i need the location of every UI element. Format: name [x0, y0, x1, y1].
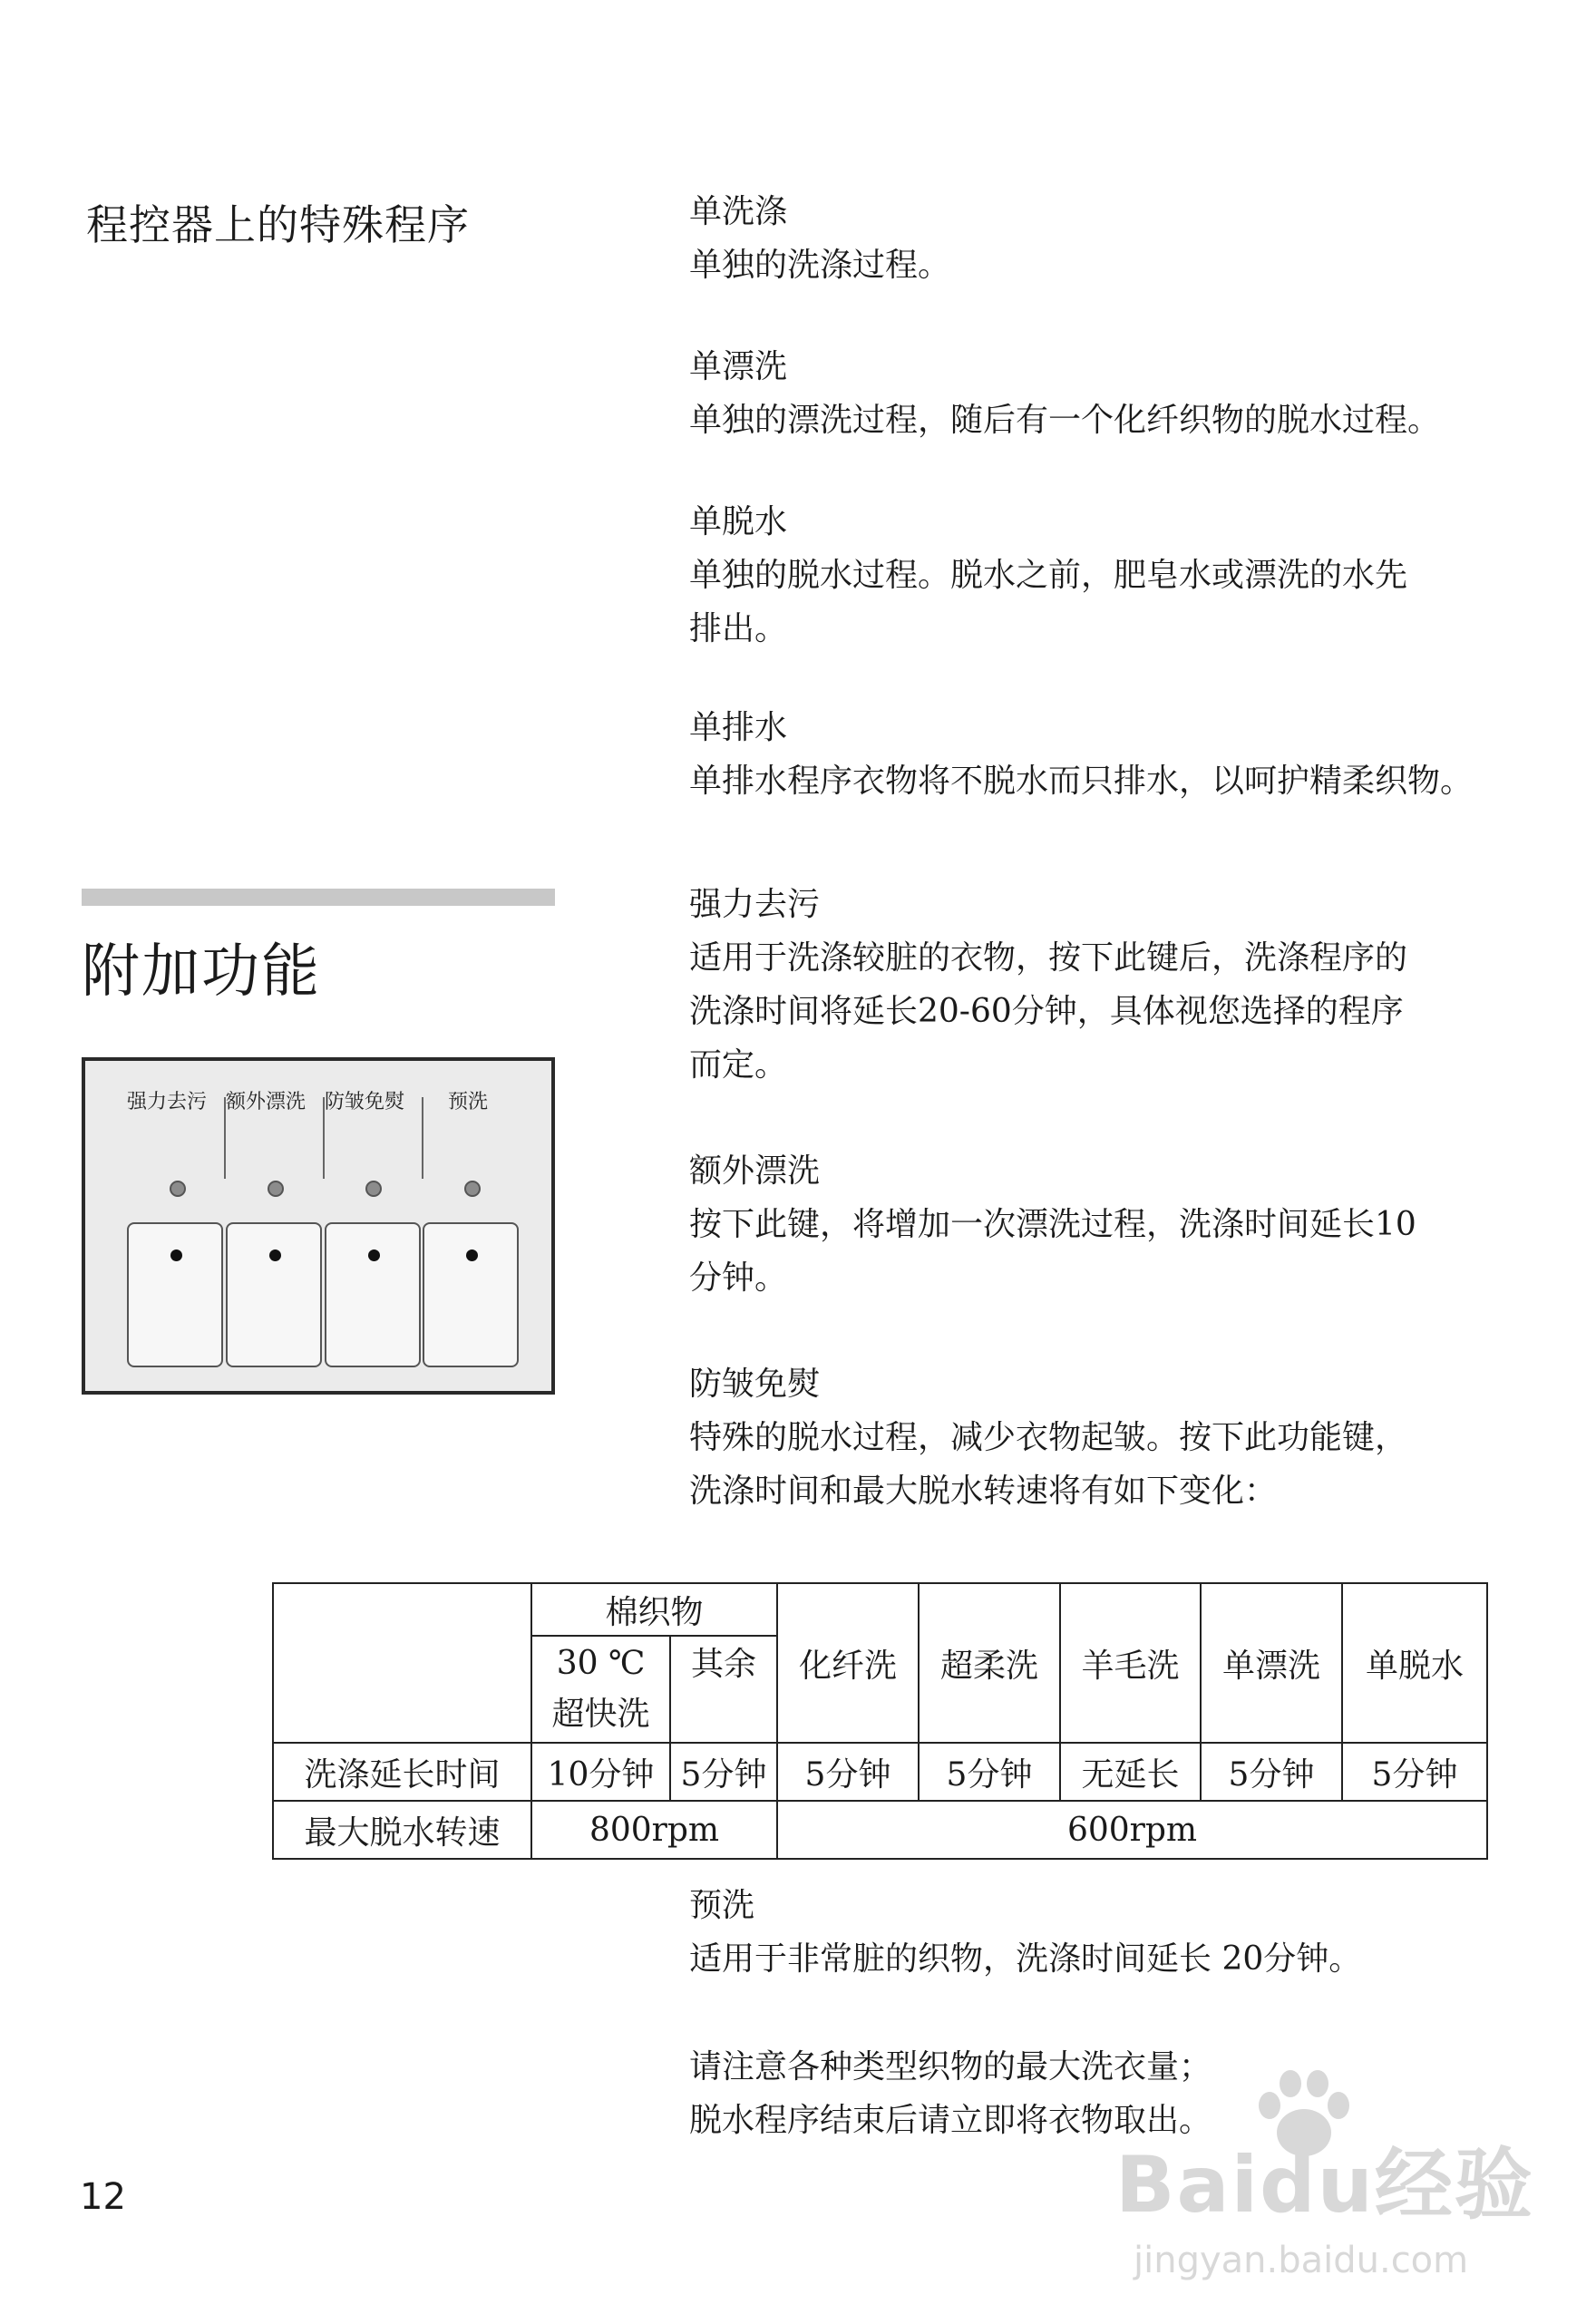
note-line: 请注意各种类型织物的最大洗衣量； — [689, 2048, 1212, 2086]
panel-divider — [422, 1097, 423, 1179]
table-cell: 10分钟 — [531, 1743, 670, 1801]
entry-title: 预洗 — [689, 1887, 755, 1924]
key-dot — [269, 1249, 281, 1261]
table-corner — [273, 1583, 531, 1743]
entry-body: 单独的脱水过程。脱水之前，肥皂水或漂洗的水先 — [689, 557, 1408, 594]
extra-rinse-key — [226, 1222, 322, 1367]
function-intensive — [689, 878, 1578, 1092]
key-dot — [466, 1249, 478, 1261]
program-single-wash — [689, 185, 1578, 292]
table-cell: 5分钟 — [777, 1743, 919, 1801]
entry-title: 额外漂洗 — [689, 1152, 821, 1190]
entry-title: 单脱水 — [689, 503, 788, 540]
page-number: 12 — [80, 2176, 126, 2218]
entry-title: 防皱免熨 — [689, 1366, 821, 1403]
table-row-label: 洗涤延长时间 — [273, 1743, 531, 1801]
table-sub-header: 30 ℃ 超快洗 — [531, 1636, 670, 1743]
section-title: 附加功能 — [82, 938, 321, 1006]
panel-label-prewash: 预洗 — [448, 1091, 489, 1113]
entry-title: 单排水 — [689, 709, 788, 746]
table-cell: 5分钟 — [670, 1743, 777, 1801]
note-line: 脱水程序结束后请立即将衣物取出。 — [689, 2102, 1212, 2139]
intensive-key — [127, 1222, 223, 1367]
table-header: 单脱水 — [1342, 1583, 1487, 1743]
table-cell: 无延长 — [1060, 1743, 1201, 1801]
table-cell: 800rpm — [531, 1801, 777, 1859]
panel-label-intensive: 强力去污 — [127, 1091, 208, 1113]
key-dot — [368, 1249, 380, 1261]
program-single-drain — [689, 701, 1578, 808]
panel-label-anti-crease: 防皱免熨 — [325, 1091, 405, 1113]
indicator-led — [365, 1181, 382, 1197]
entry-body: 单排水程序衣物将不脱水而只排水，以呵护精柔织物。 — [689, 763, 1474, 800]
watermark-logo: Baidu经验 — [1115, 2140, 1534, 2231]
entry-body: 按下此键，将增加一次漂洗过程，洗涤时间延长10 — [689, 1206, 1416, 1243]
entry-body: 特殊的脱水过程，减少衣物起皱。按下此功能键， — [689, 1419, 1408, 1456]
entry-body: 单独的漂洗过程，随后有一个化纤织物的脱水过程。 — [689, 402, 1441, 439]
left-heading: 程控器上的特殊程序 — [86, 200, 470, 249]
prewash-key — [423, 1222, 519, 1367]
table-cell: 5分钟 — [1342, 1743, 1487, 1801]
table-cell: 5分钟 — [919, 1743, 1060, 1801]
entry-title: 单洗涤 — [689, 193, 788, 230]
function-prewash — [689, 1879, 1578, 1986]
entry-body: 排出。 — [689, 610, 788, 647]
entry-body: 洗涤时间将延长20-60分钟，具体视您选择的程序 — [689, 993, 1404, 1030]
indicator-led — [268, 1181, 284, 1197]
table-header: 单漂洗 — [1201, 1583, 1342, 1743]
table-group-header: 棉织物 — [531, 1583, 777, 1636]
panel-divider — [224, 1097, 226, 1179]
baidu-watermark — [1115, 2067, 1587, 2294]
table-cell: 5分钟 — [1201, 1743, 1342, 1801]
panel-label-extra-rinse: 额外漂洗 — [226, 1091, 307, 1113]
function-extra-rinse — [689, 1144, 1578, 1305]
entry-body: 洗涤时间和最大脱水转速将有如下变化： — [689, 1473, 1278, 1510]
entry-title: 单漂洗 — [689, 348, 788, 385]
indicator-led — [464, 1181, 481, 1197]
table-header: 化纤洗 — [777, 1583, 919, 1743]
section-divider-bar — [82, 889, 555, 906]
anti-crease-key — [325, 1222, 421, 1367]
table-row-label: 最大脱水转速 — [273, 1801, 531, 1859]
key-dot — [170, 1249, 182, 1261]
table-sub-header: 其余 — [670, 1636, 777, 1743]
function-anti-crease — [689, 1357, 1578, 1518]
program-single-rinse — [689, 340, 1578, 447]
program-single-spin — [689, 495, 1578, 656]
anti-crease-table — [272, 1582, 1488, 1860]
entry-body: 分钟。 — [689, 1259, 788, 1297]
entry-body: 单独的洗涤过程。 — [689, 247, 951, 284]
table-header: 超柔洗 — [919, 1583, 1060, 1743]
table-cell: 600rpm — [777, 1801, 1487, 1859]
panel-divider — [323, 1097, 325, 1179]
watermark-url: jingyan.baidu.com — [1134, 2240, 1469, 2281]
entry-body: 而定。 — [689, 1046, 788, 1084]
table-header: 羊毛洗 — [1060, 1583, 1201, 1743]
entry-title: 强力去污 — [689, 886, 821, 923]
control-panel-figure — [82, 1057, 555, 1395]
indicator-led — [170, 1181, 186, 1197]
entry-body: 适用于非常脏的织物，洗涤时间延长 20分钟。 — [689, 1940, 1362, 1978]
entry-body: 适用于洗涤较脏的衣物，按下此键后，洗涤程序的 — [689, 939, 1408, 977]
